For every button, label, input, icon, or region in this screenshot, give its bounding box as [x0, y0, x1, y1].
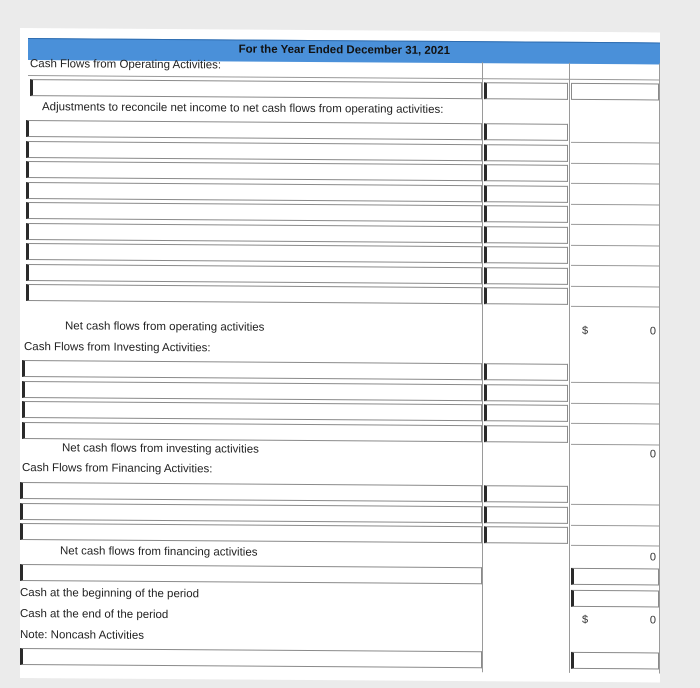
financing-row-label-input[interactable]	[20, 523, 482, 543]
financing-row-amount-input[interactable]	[484, 506, 568, 524]
financing-row-amount-input[interactable]	[484, 485, 568, 503]
row-divider	[571, 244, 659, 246]
net-change-label-input[interactable]	[20, 564, 482, 584]
row-divider	[571, 504, 659, 506]
investing-row-amount-input[interactable]	[484, 404, 568, 422]
cash-end-currency: $	[582, 613, 589, 626]
financing-row-label-input[interactable]	[20, 482, 482, 502]
row-divider	[571, 285, 659, 287]
row-divider	[571, 402, 659, 404]
adjustment-row-amount-input[interactable]	[484, 164, 568, 182]
column-divider-right	[569, 63, 570, 673]
noncash-note-label: Note: Noncash Activities	[20, 629, 145, 642]
adjustment-row-amount-input[interactable]	[484, 246, 568, 264]
adjustment-row-amount-input[interactable]	[484, 123, 568, 141]
investing-row-label-input[interactable]	[22, 401, 482, 421]
cash-end-value: 0	[649, 614, 656, 627]
cash-beginning-input[interactable]	[571, 590, 659, 608]
adjustment-row-label-input[interactable]	[26, 141, 482, 161]
noncash-amount-input[interactable]	[571, 652, 659, 670]
net-operating-value: 0	[649, 325, 656, 338]
adjustment-row-label-input[interactable]	[26, 243, 482, 263]
statement-period-title: For the Year Ended December 31, 2021	[238, 43, 450, 58]
investing-section-title: Cash Flows from Investing Activities:	[24, 341, 211, 355]
net-change-total-input[interactable]	[571, 568, 659, 586]
net-income-total-input[interactable]	[571, 83, 659, 101]
adjustment-row-label-input[interactable]	[26, 182, 482, 202]
investing-row-label-input[interactable]	[22, 422, 482, 442]
adjustment-row-amount-input[interactable]	[484, 205, 568, 223]
column-divider-left	[482, 62, 483, 672]
adjustment-row-amount-input[interactable]	[484, 287, 568, 305]
adjustment-row-label-input[interactable]	[26, 161, 482, 181]
adjustment-row-amount-input[interactable]	[484, 185, 568, 203]
adjustments-label: Adjustments to reconcile net income to net cash flows from operating activities:	[42, 101, 444, 116]
row-divider	[571, 524, 659, 526]
adjustment-row-label-input[interactable]	[26, 284, 482, 304]
net-investing-value: 0	[649, 448, 656, 461]
adjustment-row-label-input[interactable]	[26, 264, 482, 284]
net-operating-currency: $	[582, 324, 589, 337]
row-divider	[571, 306, 659, 308]
row-divider	[571, 203, 659, 205]
row-divider	[571, 443, 659, 445]
net-financing-value: 0	[649, 551, 656, 564]
investing-row-amount-input[interactable]	[484, 384, 568, 402]
row-divider	[571, 545, 659, 547]
net-operating-label: Net cash flows from operating activities	[65, 320, 265, 334]
row-divider	[571, 265, 659, 267]
net-investing-label: Net cash flows from investing activities	[62, 442, 259, 456]
adjustment-row-label-input[interactable]	[26, 202, 482, 222]
investing-row-amount-input[interactable]	[484, 425, 568, 443]
adjustment-row-amount-input[interactable]	[484, 144, 568, 162]
adjustment-row-amount-input[interactable]	[484, 267, 568, 285]
financing-section-title: Cash Flows from Financing Activities:	[22, 462, 213, 476]
net-income-label-input[interactable]	[30, 79, 482, 99]
adjustment-row-label-input[interactable]	[26, 223, 482, 243]
row-divider	[571, 183, 659, 185]
cash-beginning-label: Cash at the beginning of the period	[20, 587, 200, 601]
net-financing-label: Net cash flows from financing activities	[60, 545, 258, 559]
financing-row-amount-input[interactable]	[484, 526, 568, 544]
investing-row-label-input[interactable]	[22, 381, 482, 401]
row-divider	[571, 162, 659, 164]
operating-section-title: Cash Flows from Operating Activities:	[30, 58, 222, 72]
adjustment-row-amount-input[interactable]	[484, 226, 568, 244]
net-income-amount-input[interactable]	[484, 82, 568, 100]
investing-row-label-input[interactable]	[22, 360, 482, 380]
row-divider	[571, 142, 659, 144]
noncash-label-input[interactable]	[20, 648, 482, 668]
row-divider	[571, 423, 659, 425]
cash-flow-statement-sheet	[20, 28, 660, 682]
investing-row-amount-input[interactable]	[484, 363, 568, 381]
adjustment-row-label-input[interactable]	[26, 120, 482, 140]
row-divider	[571, 382, 659, 384]
cash-end-label: Cash at the end of the period	[20, 608, 169, 622]
row-divider	[571, 224, 659, 226]
column-divider-edge	[659, 63, 660, 673]
financing-row-label-input[interactable]	[20, 503, 482, 523]
